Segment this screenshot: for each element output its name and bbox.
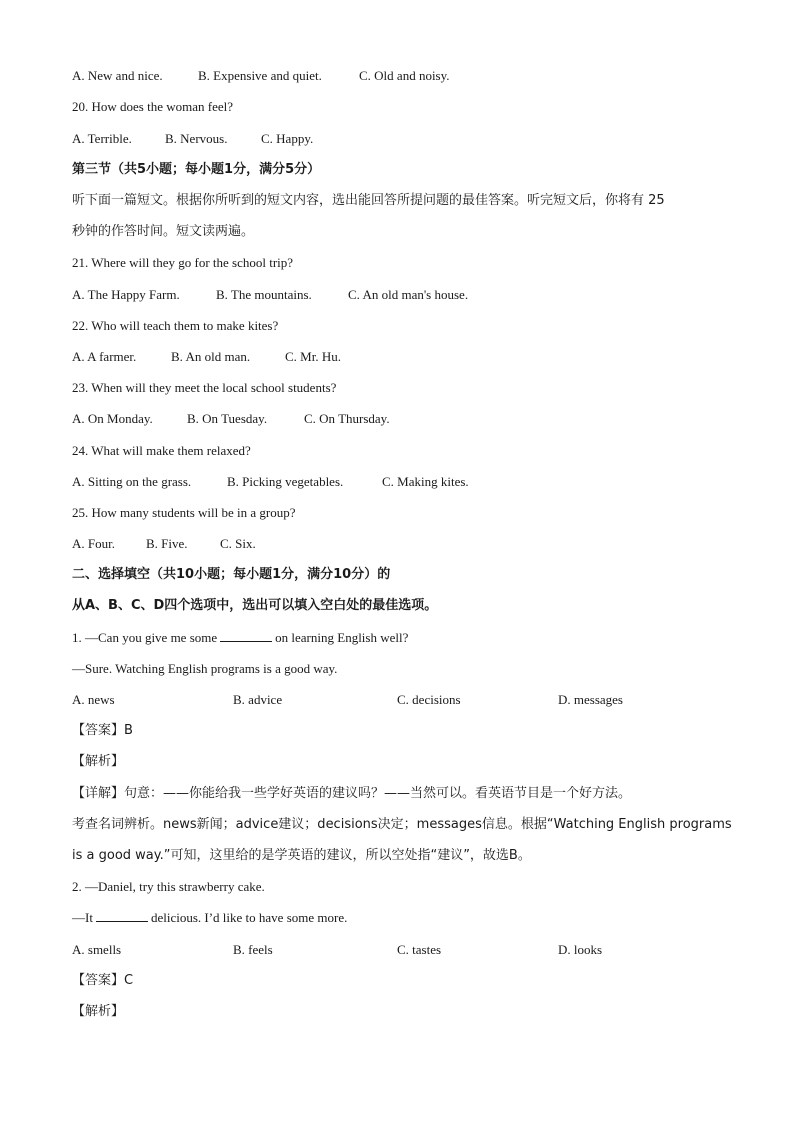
option: A. A farmer. <box>72 349 137 364</box>
option: B. feels <box>233 942 273 957</box>
option: A. Terrible. <box>72 131 132 146</box>
section3-heading: 第三节（共5小题；每小题1分，满分5分） <box>72 162 321 177</box>
item1-answer: 【答案】B <box>72 723 133 738</box>
q21-options <box>72 286 734 304</box>
option: A. Four. <box>72 536 115 551</box>
option: C. Old and noisy. <box>359 68 450 83</box>
section3-instruction: 秒钟的作答时间。短文读两遍。 <box>72 224 255 239</box>
item1-explanation: 考查名词辨析。news新闻；advice建议；decisions决定；messages信息。根据“Watching English programs <box>72 817 732 832</box>
item1-question-text: 1. —Can you give me some <box>72 630 218 645</box>
item2-options <box>72 941 734 959</box>
option: C. Six. <box>220 536 256 551</box>
part2-heading: 二、选择填空（共10小题；每小题1分，满分10分）的 <box>72 567 391 582</box>
option: D. looks <box>558 942 603 957</box>
item1-detail: 【详解】句意：——你能给我一些学好英语的建议吗？——当然可以。看英语节目是一个好方法。 <box>72 786 632 801</box>
q21-question: 21. Where will they go for the school trip? <box>72 255 294 270</box>
q20-question: 20. How does the woman feel? <box>72 99 234 114</box>
option: B. Nervous. <box>165 131 228 146</box>
option: B. Picking vegetables. <box>227 474 344 489</box>
option: B. Five. <box>146 536 188 551</box>
option: D. messages <box>558 692 623 707</box>
item1-analysis-label: 【解析】 <box>72 754 125 769</box>
option: C. Making kites. <box>382 474 469 489</box>
q24-options <box>72 473 734 491</box>
item1-question-text: on learning English well? <box>275 630 409 645</box>
item2-reply <box>72 909 734 927</box>
part2-heading: 从A、B、C、D四个选项中，选出可以填入空白处的最佳选项。 <box>72 598 438 613</box>
option: C. Happy. <box>261 131 314 146</box>
q22-options <box>72 348 734 366</box>
option: A. The Happy Farm. <box>72 287 180 302</box>
q23-question: 23. When will they meet the local school students? <box>72 380 337 395</box>
item1-reply: —Sure. Watching English programs is a good way. <box>72 661 338 676</box>
q22-question: 22. Who will teach them to make kites? <box>72 318 279 333</box>
item2-analysis-label: 【解析】 <box>72 1004 125 1019</box>
q25-question: 25. How many students will be in a group? <box>72 505 296 520</box>
option: C. tastes <box>397 942 442 957</box>
option: C. decisions <box>397 692 461 707</box>
item1-explanation: is a good way.”可知，这里给的是学英语的建议，所以空处指“建议”，故选B。 <box>72 848 531 863</box>
option: B. Expensive and quiet. <box>198 68 322 83</box>
item1-options <box>72 691 734 709</box>
answer-blank <box>220 629 272 642</box>
q19-options <box>72 67 734 85</box>
option: A. New and nice. <box>72 68 163 83</box>
item1-question <box>72 629 734 647</box>
item2-answer: 【答案】C <box>72 973 134 988</box>
option: A. smells <box>72 942 122 957</box>
q23-options <box>72 410 734 428</box>
option: C. An old man's house. <box>348 287 469 302</box>
q24-question: 24. What will make them relaxed? <box>72 443 251 458</box>
item2-reply-text: —It <box>72 910 93 925</box>
option: A. news <box>72 692 115 707</box>
option: C. Mr. Hu. <box>285 349 341 364</box>
q20-options <box>72 130 734 148</box>
option: B. On Tuesday. <box>187 411 268 426</box>
section3-instruction: 听下面一篇短文。根据你所听到的短文内容，选出能回答所提问题的最佳答案。听完短文后，你将有 25 <box>72 193 665 208</box>
option: B. advice <box>233 692 283 707</box>
option: B. The mountains. <box>216 287 312 302</box>
item2-question: 2. —Daniel, try this strawberry cake. <box>72 879 265 894</box>
q25-options <box>72 535 734 553</box>
option: A. On Monday. <box>72 411 153 426</box>
option: B. An old man. <box>171 349 251 364</box>
answer-blank <box>96 909 148 922</box>
option: C. On Thursday. <box>304 411 390 426</box>
option: A. Sitting on the grass. <box>72 474 192 489</box>
item2-reply-text: delicious. I’d like to have some more. <box>150 910 348 925</box>
